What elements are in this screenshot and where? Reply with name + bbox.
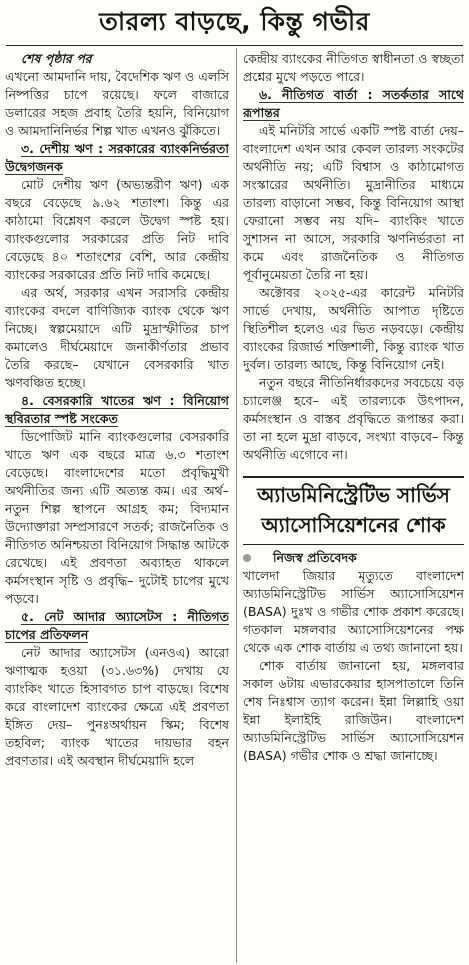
continued-kicker: শেষ পৃষ্ঠার পর — [21, 51, 92, 66]
paragraph: এর অর্থ, সরকার এখন সরাসরি কেন্দ্রীয় ব্যাংকের বদলে বাণিজ্যিক ব্যাংক থেকে ঋণ নিচ্ছে। স্বল্পমেয়াদে এটি মুদ্রাস্ফীতির চাপ কমালেও দীর্ঘমেয়াদে জনাকীর্ণতার প্রভাব তৈরি করছে– যেখানে বেসরকারি খাত ঋণবঞ্চিত হচ্ছে। — [5, 285, 229, 390]
paragraph: খালেদা জিয়ার মৃত্যুতে বাংলাদেশ অ্যাডমিনিস্ট্রেটিভ সার্ভিস অ্যাসোসিয়েশন (BASA) দুঃখ ও গভীর শোক প্রকাশ করেছে। গতকাল মঙ্গলবার অ্যাসোসিয়েশনের পক্ষ থেকে এক শোক বার্তায় এ তথ্য জানানো হয়। — [243, 568, 464, 655]
paragraph: মোট দেশীয় ঋণ (অভ্যন্তরীণ ঋণ) এক বছরে বেড়েছে ৯.৬২ শতাংশ। কিন্তু এর কাঠামো বিশ্লেষণ করলে উদ্বেগ স্পষ্ট হয়। ব্যাংকগুলোর সরকারের প্রতি নিট দাবি বেড়েছে ৪০ শতাংশের বেশি, আর কেন্দ্রীয় ব্যাংকের সরকারের প্রতি নিট দাবি কমেছে। — [5, 177, 229, 282]
section-heading: ৩. দেশীয় ঋণ : সরকারের ব্যাংকনির্ভরতা উদ্বেগজনক — [5, 141, 229, 174]
section-heading: ৪. বেসরকারি খাতের ঋণ : বিনিয়োগ স্থবিরতার স্পষ্ট সংকেত — [5, 393, 229, 426]
right-column — [243, 50, 464, 965]
paragraph: এখনো আমদানি দায়, বৈদেশিক ঋণ ও এলসি নিষ্পত্তির চাপে রয়েছে। ফলে বাজারে ডলারের সহজ প্রবাহ তৈরি হয়নি, বিনিয়োগ ও আমদানিনির্ভর শিল্প খাত এখনও ঝুঁকিতে। — [5, 69, 229, 138]
paragraph: নেট আদার অ্যাসেটস (এনওএ) আরো ঋণাত্মক হওয়া (৩১.৬৩%) দেখায় যে ব্যাংকিং খাতে হিসাবগত চাপ বাড়ছে। বিশেষ করে বাংলাদেশ ব্যাংকের ক্ষেত্রে এই প্রবণতা ইঙ্গিত দেয়– পুনঃঅর্থায়ন স্কিম; বিশেষ তহবিল; ব্যাংক খাতের দায়ভার বহন প্রবণতার। এই অবস্থান দীর্ঘমেয়াদি হলে — [5, 645, 229, 768]
byline: নিজস্ব প্রতিবেদক — [243, 549, 464, 567]
paragraph: শোক বার্তায় জানানো হয়, মঙ্গলবার সকাল ৬টায় এভারকেয়ার হাসপাতালে তিনি শেষ নিঃশ্বাস ত্যাগ করেন। ইন্না লিল্লাহি ওয়া ইন্না ইলাইহি রাজিউন। বাংলাদেশ অ্যাডমিনিস্ট্রেটিভ সার্ভিস অ্যাসোসিয়েশন (BASA) গভীর শোক ও শ্রদ্ধা জানাচ্ছে। — [243, 658, 464, 763]
paragraph: ডিপোজিট মানি ব্যাংকগুলোর বেসরকারি খাতে ঋণ এক বছরে মাত্র ৬.৩ শতাংশ বেড়েছে। বাংলাদেশের মতো প্রবৃদ্ধিমুখী অর্থনীতির জন্য এটি অত্যন্ত কম। এর অর্থ– নতুন শিল্প স্থাপনে আগ্রহ কম; বিদ্যমান উদ্যোক্তারা সম্প্রসারণে সতর্ক; রাজনৈতিক ও নীতিগত অনিশ্চয়তা বিনিয়োগ সিদ্ধান্ত আটকে রেখেছে। এই প্রবণতা অব্যাহত থাকলে কর্মসংস্থান সৃষ্টি ও প্রবৃদ্ধি– দুটোই চাপের মুখে পড়বে। — [5, 429, 229, 606]
paragraph: অক্টোবর ২০২৫-এর কারেন্ট মনিটরি সার্ভে দেখায়, অর্থনীতি আপাত দৃষ্টিতে স্থিতিশীল হলেও এর ভিত নড়বড়ে। কেন্দ্রীয় ব্যাংকের রিজার্ভ শক্তিশালী, কিন্তু ব্যাংক খাত দুর্বল। তারল্য আছে, কিন্তু বিনিয়োগ নেই। — [243, 285, 464, 372]
headline-rule — [6, 45, 463, 46]
bullet-icon — [243, 554, 251, 562]
paragraph: নতুন বছরে নীতিনির্ধারকদের সবচেয়ে বড় চ্যালেঞ্জ হবে– এই তারল্যকে উৎপাদন, কর্মসংস্থান ও বাস্তব প্রবৃদ্ধিতে রূপান্তর করা। তা না হলে মুদ্রা বাড়বে, সংখ্যা বাড়বে– কিন্তু অর্থনীতি এগোবে না। — [243, 375, 464, 462]
headline: তারল্য বাড়ছে, কিন্তু গভীর — [99, 7, 370, 36]
section-heading: ৬. নীতিগত বার্তা : সতর্কতার সাথে রূপান্তর — [243, 87, 464, 120]
left-column — [5, 50, 229, 965]
second-article-headline: অ্যাডমিনিস্ট্রেটিভ সার্ভিস অ্যাসোসিয়েশনের শোক — [243, 476, 464, 545]
paragraph: এই মনিটরি সার্ভে একটি স্পষ্ট বার্তা দেয়– বাংলাদেশ এখন আর কেবল তারল্য সংকটের অর্থনীতি নয়; এটি বিশ্বাস ও কাঠামোগত সংস্কারের অর্থনীতি। মুদ্রানীতির মাধ্যমে তারল্য বাড়ানো সম্ভব, কিন্তু বিনিয়োগ আস্থা ফেরানো সম্ভব নয় যদি– ব্যাংকিং খাতে সুশাসন না আসে, সরকারি ঋণনির্ভরতা না কমে এবং রাজনৈতিক ও নীতিগত পূর্বানুমেয়তা তৈরি না হয়। — [243, 123, 464, 282]
section-heading: ৫. নেট আদার অ্যাসেটস : নীতিগত চাপের প্রতিফলন — [5, 609, 229, 642]
paragraph: কেন্দ্রীয় ব্যাংকের নীতিগত স্বাধীনতা ও স্বচ্ছতা প্রশ্নের মুখে পড়তে পারে। — [243, 51, 464, 84]
column-divider — [236, 48, 237, 963]
